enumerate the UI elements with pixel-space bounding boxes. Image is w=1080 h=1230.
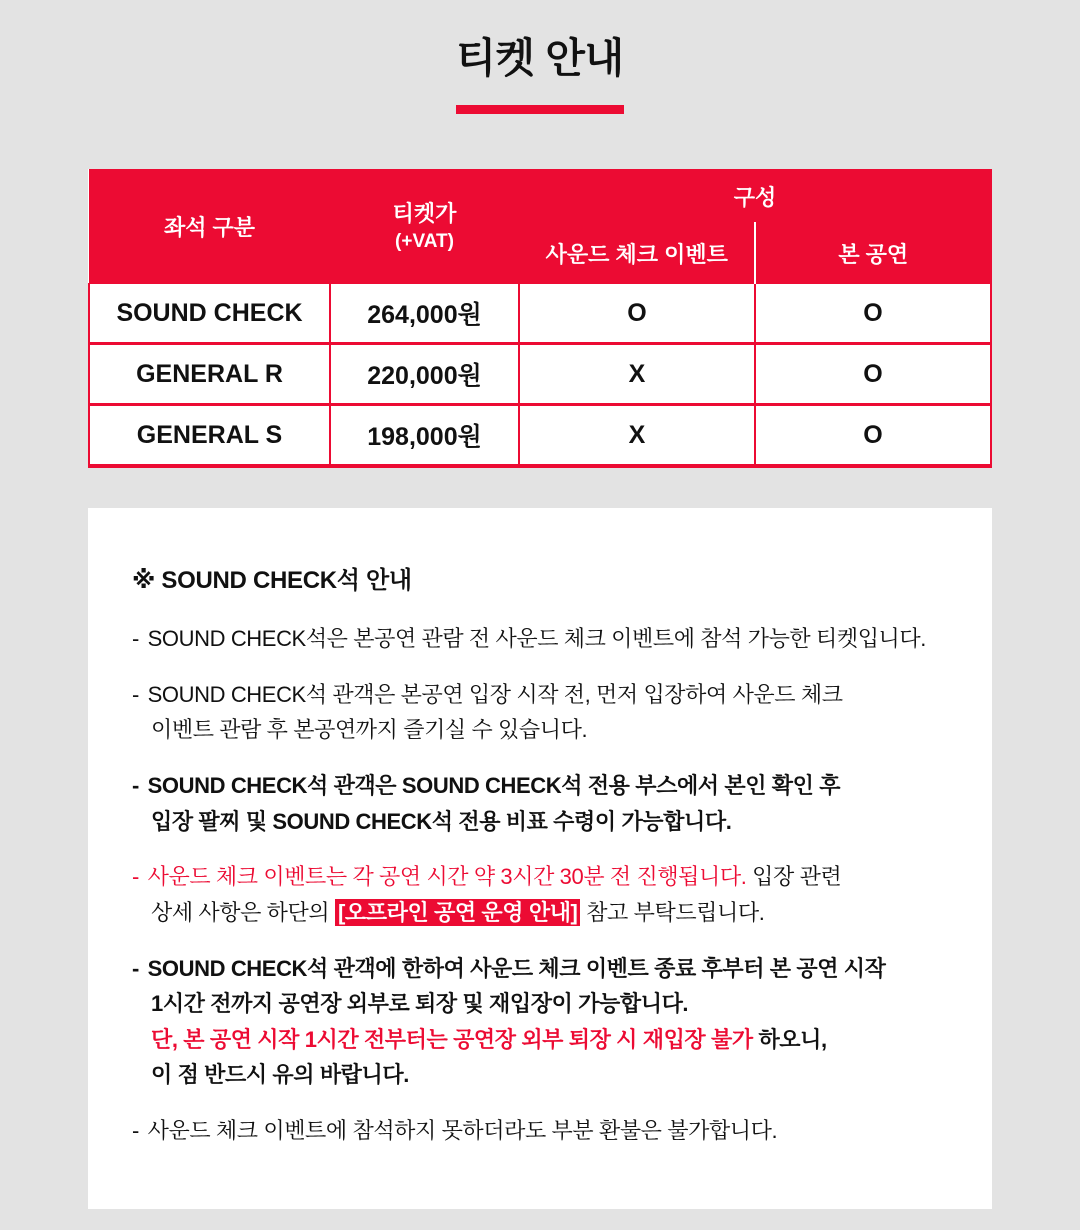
cell-sound-check-event: O (519, 284, 755, 344)
header-sound-check-event: 사운드 체크 이벤트 (519, 223, 755, 284)
notice-item-3-line1: SOUND CHECK석 관객은 SOUND CHECK석 전용 부스에서 본인 확인 후 (147, 773, 841, 799)
notice-item-5-line3-red: 본 공연 시작 1시간 전부터는 공연장 외부 퇴장 시 재입장 불가 (183, 1026, 753, 1052)
notice-item-4-line2-post: 참고 부탁드립니다. (586, 899, 765, 925)
table-header-row-1 (89, 170, 991, 223)
notice-item-2 (132, 677, 948, 748)
cell-price: 198,000원 (330, 405, 519, 467)
notice-item-1 (132, 621, 948, 657)
notice-item-4-line2-pre: 상세 사항은 하단의 (151, 899, 330, 925)
notice-item-1-line1: SOUND CHECK석은 본공연 관람 전 사운드 체크 이벤트에 참석 가능한 티켓입니다. (147, 626, 926, 652)
notice-item-2-line1: SOUND CHECK석 관객은 본공연 입장 시작 전, 먼저 입장하여 사운드 체크 (147, 681, 843, 707)
cell-seat-type: GENERAL R (89, 344, 330, 405)
table-body (89, 284, 991, 467)
notice-dash: - (132, 1118, 139, 1144)
header-ticket-price (330, 170, 519, 284)
notice-item-5 (132, 951, 948, 1094)
notice-item-5-line1: SOUND CHECK석 관객에 한하여 사운드 체크 이벤트 종료 후부터 본 공연 시작 (147, 955, 886, 981)
cell-sound-check-event: X (519, 344, 755, 405)
header-ticket-price-vat: (+VAT) (395, 231, 454, 253)
title-underline (456, 105, 624, 114)
cell-seat-type: GENERAL S (89, 405, 330, 467)
cell-price: 264,000원 (330, 284, 519, 344)
notice-item-2-line2: 이벤트 관람 후 본공연까지 즐기실 수 있습니다. (151, 717, 588, 743)
notice-item-6-line1: 사운드 체크 이벤트에 참석하지 못하더라도 부분 환불은 불가합니다. (147, 1118, 778, 1144)
notice-heading: ※ SOUND CHECK석 안내 (132, 567, 412, 595)
notice-item-4 (132, 859, 948, 930)
table-row (89, 284, 991, 344)
cell-price: 220,000원 (330, 344, 519, 405)
notice-item-4-line2 (132, 895, 948, 931)
notice-item-5-line2: 1시간 전까지 공연장 외부로 퇴장 및 재입장이 가능합니다. (151, 991, 689, 1017)
notice-dash: - (132, 773, 139, 799)
notice-dash: - (132, 864, 139, 890)
notice-item-5-line3-pre: 단, (151, 1026, 178, 1052)
table-row (89, 405, 991, 467)
notice-item-5-line4: 이 점 반드시 유의 바랍니다. (151, 1062, 409, 1088)
table-head (89, 170, 991, 284)
notice-card (88, 508, 992, 1209)
cell-main-show: O (755, 344, 991, 405)
cell-main-show: O (755, 405, 991, 467)
notice-item-6 (132, 1113, 948, 1149)
ticket-table (88, 169, 992, 468)
cell-seat-type: SOUND CHECK (89, 284, 330, 344)
notice-dash: - (132, 681, 139, 707)
notice-dash: - (132, 955, 139, 981)
table-row (89, 344, 991, 405)
notice-item-3 (132, 768, 948, 839)
notice-item-5-line3 (132, 1022, 948, 1058)
notice-item-4-red: 사운드 체크 이벤트는 각 공연 시간 약 3시간 30분 전 진행됩니다. (147, 864, 747, 890)
page-title: 티켓 안내 (456, 35, 624, 81)
page-header (0, 0, 1080, 114)
notice-item-5-line3-post: 하오니, (758, 1026, 827, 1052)
cell-sound-check-event: X (519, 405, 755, 467)
cell-main-show: O (755, 284, 991, 344)
notice-item-3-line2: 입장 팔찌 및 SOUND CHECK석 전용 비표 수령이 가능합니다. (151, 808, 732, 834)
header-main-show: 본 공연 (755, 223, 991, 284)
header-ticket-price-label: 티켓가 (392, 200, 457, 226)
notice-item-4-black: 입장 관련 (752, 864, 842, 890)
notice-dash: - (132, 626, 139, 652)
header-composition: 구성 (519, 170, 991, 223)
ticket-table-wrapper (88, 169, 992, 468)
notice-item-4-highlight: [오프라인 공연 운영 안내] (335, 899, 581, 926)
header-seat-type: 좌석 구분 (89, 170, 330, 284)
